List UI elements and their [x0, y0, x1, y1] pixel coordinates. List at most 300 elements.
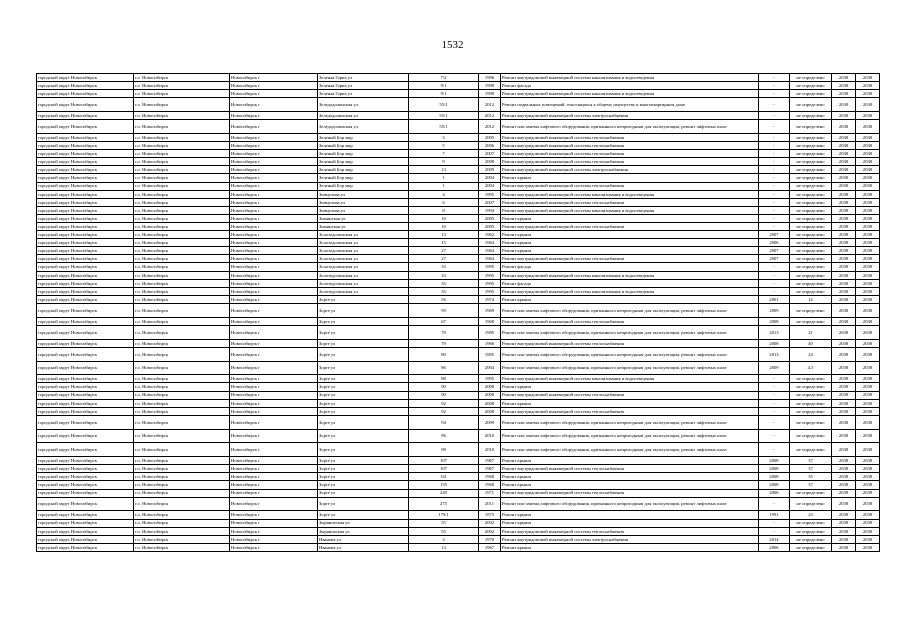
wear-cell: не определено [790, 271, 832, 279]
work-type-cell: Ремонт внутридомовой инженерной системы канализования и водоотведения [501, 190, 759, 198]
city-cell: Новосибирск г [230, 391, 318, 399]
street-cell: Зорге ул [318, 511, 409, 519]
work-type-cell: Ремонт внутридомовой инженерной системы теплоснабжения [501, 465, 759, 473]
street-cell: Зорге ул [318, 383, 409, 391]
house-number-cell: 7 [409, 150, 479, 158]
district-cell: г.о. Новосибирск [134, 287, 230, 295]
table-row [37, 391, 880, 399]
table-row [37, 120, 880, 134]
table-row [37, 255, 880, 263]
street-cell: Зеледодолинская ул [318, 120, 409, 134]
table-row [37, 339, 880, 347]
plan-start-year-cell: 2038 [832, 497, 856, 511]
municipality-cell: городской округ Новосибирск [37, 407, 134, 415]
wear-cell: не определено [790, 198, 832, 206]
work-type-cell: Ремонт или замена лифтового оборудования, признанного непригодным для эксплуатации, ремонт лифтовых шахт [501, 443, 759, 457]
table-row [37, 489, 880, 497]
build-year-cell: 2009 [479, 166, 501, 174]
street-cell: Золотодолинская ул [318, 271, 409, 279]
build-year-cell: 2010 [479, 443, 501, 457]
district-cell: г.о. Новосибирск [134, 255, 230, 263]
build-year-cell: 1971 [479, 489, 501, 497]
last-repair-year-cell: - [759, 206, 790, 214]
table-row [37, 287, 880, 295]
plan-start-year-cell: 2038 [832, 543, 856, 551]
work-type-cell: Ремонт внутридомовой инженерной системы электроснабжения [501, 112, 759, 120]
plan-end-year-cell: 2038 [856, 182, 880, 190]
last-repair-year-cell: 2008 [759, 481, 790, 489]
house-number-cell: 13 [409, 543, 479, 551]
work-type-cell: Ремонт внутридомовой инженерной системы канализования и водоотведения [501, 375, 759, 383]
city-cell: Новосибирск г [230, 279, 318, 287]
last-repair-year-cell: - [759, 391, 790, 399]
plan-start-year-cell: 2038 [832, 489, 856, 497]
street-cell: Зорге ул [318, 443, 409, 457]
wear-cell: не определено [790, 399, 832, 407]
plan-start-year-cell: 2038 [832, 511, 856, 519]
build-year-cell: 1966 [479, 339, 501, 347]
work-type-cell: Ремонт крыши [501, 231, 759, 239]
street-cell: Зорге ул [318, 391, 409, 399]
district-cell: г.о. Новосибирск [134, 239, 230, 247]
city-cell: Новосибирск г [230, 303, 318, 317]
municipality-cell: городской округ Новосибирск [37, 223, 134, 231]
city-cell: Новосибирск г [230, 473, 318, 481]
district-cell: г.о. Новосибирск [134, 120, 230, 134]
last-repair-year-cell: - [759, 150, 790, 158]
build-year-cell: 1969 [479, 303, 501, 317]
table-row [37, 82, 880, 90]
house-number-cell: 55/1 [409, 98, 479, 112]
street-cell: Зорге ул [318, 415, 409, 429]
build-year-cell: 1962 [479, 231, 501, 239]
municipality-cell: городской округ Новосибирск [37, 287, 134, 295]
table-row [37, 481, 880, 489]
work-type-cell: Ремонт крыши [501, 473, 759, 481]
city-cell: Новосибирск г [230, 182, 318, 190]
last-repair-year-cell: - [759, 158, 790, 166]
city-cell: Новосибирск г [230, 527, 318, 535]
house-number-cell: 27 [409, 255, 479, 263]
street-cell: Земнухова ул [318, 190, 409, 198]
house-number-cell: 7/2 [409, 74, 479, 82]
wear-cell: 37 [790, 481, 832, 489]
plan-start-year-cell: 2038 [832, 375, 856, 383]
work-type-cell: Ремонт крыши [501, 174, 759, 182]
last-repair-year-cell: - [759, 519, 790, 527]
wear-cell: не определено [790, 429, 832, 443]
build-year-cell: 1968 [479, 481, 501, 489]
district-cell: г.о. Новосибирск [134, 527, 230, 535]
district-cell: г.о. Новосибирск [134, 295, 230, 303]
build-year-cell: 1974 [479, 295, 501, 303]
plan-end-year-cell: 2038 [856, 443, 880, 457]
municipality-cell: городской округ Новосибирск [37, 457, 134, 465]
plan-end-year-cell: 2038 [856, 120, 880, 134]
table-row [37, 247, 880, 255]
last-repair-year-cell: - [759, 375, 790, 383]
plan-start-year-cell: 2038 [832, 399, 856, 407]
plan-start-year-cell: 2038 [832, 255, 856, 263]
district-cell: г.о. Новосибирск [134, 214, 230, 222]
city-cell: Новосибирск г [230, 465, 318, 473]
house-number-cell: 10 [409, 214, 479, 222]
last-repair-year-cell: 2008 [759, 457, 790, 465]
district-cell: г.о. Новосибирск [134, 535, 230, 543]
municipality-cell: городской округ Новосибирск [37, 497, 134, 511]
plan-end-year-cell: 2038 [856, 489, 880, 497]
house-number-cell: 35 [409, 279, 479, 287]
last-repair-year-cell: 2008 [759, 339, 790, 347]
table-row [37, 231, 880, 239]
last-repair-year-cell: 2014 [759, 535, 790, 543]
plan-end-year-cell: 2038 [856, 142, 880, 150]
plan-start-year-cell: 2038 [832, 158, 856, 166]
build-year-cell: 2005 [479, 223, 501, 231]
house-number-cell: 275 [409, 497, 479, 511]
street-cell: Зыряновская ул [318, 519, 409, 527]
last-repair-year-cell: 2013 [759, 347, 790, 361]
last-repair-year-cell: - [759, 383, 790, 391]
municipality-cell: городской округ Новосибирск [37, 429, 134, 443]
house-number-cell: 179/1 [409, 511, 479, 519]
last-repair-year-cell: - [759, 166, 790, 174]
municipality-cell: городской округ Новосибирск [37, 174, 134, 182]
municipality-cell: городской округ Новосибирск [37, 112, 134, 120]
work-type-cell: Ремонт внутридомовой инженерной системы канализования и водоотведения [501, 74, 759, 82]
work-type-cell: Ремонт или замена лифтового оборудования, признанного непригодным для эксплуатации, ремонт лифтовых шахт [501, 303, 759, 317]
plan-end-year-cell: 2038 [856, 497, 880, 511]
plan-end-year-cell: 2038 [856, 303, 880, 317]
table-row [37, 543, 880, 551]
municipality-cell: городской округ Новосибирск [37, 271, 134, 279]
table-row [37, 399, 880, 407]
plan-start-year-cell: 2038 [832, 247, 856, 255]
table-row [37, 443, 880, 457]
street-cell: Зорге ул [318, 457, 409, 465]
build-year-cell: 1998 [479, 82, 501, 90]
municipality-cell: городской округ Новосибирск [37, 317, 134, 325]
last-repair-year-cell: 2008 [759, 473, 790, 481]
work-type-cell: Ремонт крыши [501, 481, 759, 489]
table-row [37, 158, 880, 166]
work-type-cell: Ремонт внутридомовой инженерной системы теплоснабжения [501, 339, 759, 347]
house-number-cell: 92 [409, 399, 479, 407]
house-number-cell: 9/1 [409, 82, 479, 90]
plan-start-year-cell: 2038 [832, 142, 856, 150]
build-year-cell: 1995 [479, 375, 501, 383]
wear-cell: не определено [790, 303, 832, 317]
city-cell: Новосибирск г [230, 415, 318, 429]
municipality-cell: городской округ Новосибирск [37, 347, 134, 361]
city-cell: Новосибирск г [230, 223, 318, 231]
work-type-cell: Ремонт крыши [501, 247, 759, 255]
build-year-cell: 1994 [479, 206, 501, 214]
district-cell: г.о. Новосибирск [134, 190, 230, 198]
municipality-cell: городской округ Новосибирск [37, 391, 134, 399]
municipality-cell: городской округ Новосибирск [37, 399, 134, 407]
last-repair-year-cell: 2007 [759, 231, 790, 239]
work-type-cell: Ремонт крыши [501, 457, 759, 465]
last-repair-year-cell: - [759, 74, 790, 82]
table-row [37, 198, 880, 206]
table-row [37, 465, 880, 473]
last-repair-year-cell: - [759, 82, 790, 90]
street-cell: Зиминская ул [318, 214, 409, 222]
table-row [37, 303, 880, 317]
municipality-cell: городской округ Новосибирск [37, 303, 134, 317]
district-cell: г.о. Новосибирск [134, 112, 230, 120]
plan-end-year-cell: 2038 [856, 158, 880, 166]
last-repair-year-cell: - [759, 133, 790, 141]
wear-cell: не определено [790, 317, 832, 325]
table-row [37, 98, 880, 112]
plan-start-year-cell: 2038 [832, 473, 856, 481]
municipality-cell: городской округ Новосибирск [37, 120, 134, 134]
plan-end-year-cell: 2038 [856, 223, 880, 231]
build-year-cell: 1970 [479, 535, 501, 543]
city-cell: Новосибирск г [230, 271, 318, 279]
wear-cell: не определено [790, 82, 832, 90]
table-row [37, 473, 880, 481]
wear-cell: 23 [790, 511, 832, 519]
city-cell: Новосибирск г [230, 543, 318, 551]
plan-start-year-cell: 2038 [832, 303, 856, 317]
wear-cell: не определено [790, 543, 832, 551]
plan-end-year-cell: 2038 [856, 166, 880, 174]
last-repair-year-cell: 2008 [759, 465, 790, 473]
plan-end-year-cell: 2038 [856, 325, 880, 339]
plan-end-year-cell: 2038 [856, 429, 880, 443]
street-cell: Зеленая Горка ул [318, 90, 409, 98]
municipality-cell: городской округ Новосибирск [37, 182, 134, 190]
house-number-cell: 88 [409, 375, 479, 383]
wear-cell: 37 [790, 465, 832, 473]
table-row [37, 190, 880, 198]
municipality-cell: городской округ Новосибирск [37, 98, 134, 112]
plan-end-year-cell: 2038 [856, 399, 880, 407]
work-type-cell: Ремонт или замена лифтового оборудования, признанного непригодным для эксплуатации, ремонт лифтовых шахт [501, 497, 759, 511]
last-repair-year-cell: - [759, 263, 790, 271]
work-type-cell: Ремонт крыши [501, 214, 759, 222]
district-cell: г.о. Новосибирск [134, 247, 230, 255]
table-row [37, 407, 880, 415]
street-cell: Зыряновская ул [318, 527, 409, 535]
plan-end-year-cell: 2038 [856, 90, 880, 98]
plan-end-year-cell: 2038 [856, 98, 880, 112]
city-cell: Новосибирск г [230, 295, 318, 303]
last-repair-year-cell: - [759, 98, 790, 112]
municipality-cell: городской округ Новосибирск [37, 325, 134, 339]
municipality-cell: городской округ Новосибирск [37, 82, 134, 90]
plan-start-year-cell: 2038 [832, 347, 856, 361]
municipality-cell: городской округ Новосибирск [37, 198, 134, 206]
street-cell: Золотодолинская ул [318, 239, 409, 247]
table-row [37, 263, 880, 271]
district-cell: г.о. Новосибирск [134, 457, 230, 465]
plan-start-year-cell: 2038 [832, 295, 856, 303]
wear-cell: не определено [790, 497, 832, 511]
plan-end-year-cell: 2038 [856, 511, 880, 519]
plan-start-year-cell: 2038 [832, 481, 856, 489]
wear-cell: не определено [790, 90, 832, 98]
street-cell: Зорге ул [318, 465, 409, 473]
last-repair-year-cell: - [759, 174, 790, 182]
municipality-cell: городской округ Новосибирск [37, 295, 134, 303]
build-year-cell: 2002 [479, 519, 501, 527]
city-cell: Новосибирск г [230, 519, 318, 527]
plan-start-year-cell: 2038 [832, 383, 856, 391]
plan-start-year-cell: 2038 [832, 271, 856, 279]
city-cell: Новосибирск г [230, 481, 318, 489]
district-cell: г.о. Новосибирск [134, 497, 230, 511]
city-cell: Новосибирск г [230, 287, 318, 295]
street-cell: Зорге ул [318, 347, 409, 361]
city-cell: Новосибирск г [230, 347, 318, 361]
plan-start-year-cell: 2038 [832, 231, 856, 239]
plan-end-year-cell: 2038 [856, 247, 880, 255]
wear-cell: не определено [790, 263, 832, 271]
district-cell: г.о. Новосибирск [134, 375, 230, 383]
wear-cell: не определено [790, 255, 832, 263]
last-repair-year-cell: 2006 [759, 239, 790, 247]
plan-end-year-cell: 2038 [856, 206, 880, 214]
district-cell: г.о. Новосибирск [134, 481, 230, 489]
district-cell: г.о. Новосибирск [134, 407, 230, 415]
last-repair-year-cell: - [759, 223, 790, 231]
house-number-cell: 9/1 [409, 90, 479, 98]
street-cell: Зорге ул [318, 399, 409, 407]
build-year-cell: 2008 [479, 383, 501, 391]
table-row [37, 206, 880, 214]
wear-cell: 24 [790, 347, 832, 361]
house-number-cell: 98 [409, 443, 479, 457]
city-cell: Новосибирск г [230, 361, 318, 375]
last-repair-year-cell: 2007 [759, 247, 790, 255]
plan-end-year-cell: 2038 [856, 391, 880, 399]
district-cell: г.о. Новосибирск [134, 303, 230, 317]
city-cell: Новосибирск г [230, 133, 318, 141]
page-number: 1532 [441, 39, 464, 51]
house-number-cell: 8 [409, 206, 479, 214]
district-cell: г.о. Новосибирск [134, 142, 230, 150]
plan-end-year-cell: 2038 [856, 198, 880, 206]
last-repair-year-cell: 1991 [759, 511, 790, 519]
repair-schedule-table [36, 73, 880, 552]
wear-cell: не определено [790, 383, 832, 391]
house-number-cell: 59 [409, 303, 479, 317]
plan-start-year-cell: 2038 [832, 263, 856, 271]
work-type-cell: Ремонт внутридомовой инженерной системы теплоснабжения [501, 391, 759, 399]
district-cell: г.о. Новосибирск [134, 473, 230, 481]
house-number-cell: 1 [409, 174, 479, 182]
district-cell: г.о. Новосибирск [134, 74, 230, 82]
plan-end-year-cell: 2038 [856, 375, 880, 383]
build-year-cell: 2012 [479, 112, 501, 120]
municipality-cell: городской округ Новосибирск [37, 339, 134, 347]
table-row [37, 150, 880, 158]
street-cell: Зорге ул [318, 429, 409, 443]
table-body [37, 74, 880, 552]
plan-start-year-cell: 2038 [832, 206, 856, 214]
build-year-cell: 1975 [479, 511, 501, 519]
wear-cell: не определено [790, 74, 832, 82]
build-year-cell: 1967 [479, 465, 501, 473]
last-repair-year-cell: 2001 [759, 295, 790, 303]
city-cell: Новосибирск г [230, 231, 318, 239]
plan-start-year-cell: 2038 [832, 361, 856, 375]
work-type-cell: Ремонт внутридомовой инженерной системы теплоснабжения [501, 182, 759, 190]
district-cell: г.о. Новосибирск [134, 263, 230, 271]
district-cell: г.о. Новосибирск [134, 98, 230, 112]
plan-start-year-cell: 2038 [832, 287, 856, 295]
plan-start-year-cell: 2038 [832, 174, 856, 182]
last-repair-year-cell: - [759, 399, 790, 407]
table-row [37, 317, 880, 325]
house-number-cell: 27 [409, 247, 479, 255]
build-year-cell: 2002 [479, 527, 501, 535]
municipality-cell: городской округ Новосибирск [37, 214, 134, 222]
last-repair-year-cell: - [759, 279, 790, 287]
plan-start-year-cell: 2038 [832, 214, 856, 222]
plan-start-year-cell: 2038 [832, 325, 856, 339]
city-cell: Новосибирск г [230, 174, 318, 182]
plan-end-year-cell: 2038 [856, 214, 880, 222]
street-cell: Золотодолинская ул [318, 247, 409, 255]
plan-start-year-cell: 2038 [832, 133, 856, 141]
last-repair-year-cell: - [759, 142, 790, 150]
work-type-cell: Ремонт внутридомовой инженерной системы теплоснабжения [501, 142, 759, 150]
city-cell: Новосибирск г [230, 98, 318, 112]
street-cell: Зорге ул [318, 481, 409, 489]
city-cell: Новосибирск г [230, 158, 318, 166]
municipality-cell: городской округ Новосибирск [37, 383, 134, 391]
municipality-cell: городской округ Новосибирск [37, 279, 134, 287]
wear-cell: не определено [790, 489, 832, 497]
build-year-cell: 2012 [479, 120, 501, 134]
city-cell: Новосибирск г [230, 120, 318, 134]
build-year-cell: 2008 [479, 391, 501, 399]
table-row [37, 415, 880, 429]
municipality-cell: городской округ Новосибирск [37, 158, 134, 166]
plan-start-year-cell: 2038 [832, 429, 856, 443]
house-number-cell: 55/1 [409, 112, 479, 120]
build-year-cell: 1968 [479, 317, 501, 325]
plan-end-year-cell: 2038 [856, 279, 880, 287]
plan-start-year-cell: 2038 [832, 198, 856, 206]
district-cell: г.о. Новосибирск [134, 133, 230, 141]
build-year-cell: 2004 [479, 182, 501, 190]
district-cell: г.о. Новосибирск [134, 519, 230, 527]
table-row [37, 361, 880, 375]
wear-cell: не определено [790, 415, 832, 429]
last-repair-year-cell: - [759, 271, 790, 279]
municipality-cell: городской округ Новосибирск [37, 166, 134, 174]
city-cell: Новосибирск г [230, 443, 318, 457]
build-year-cell: 2004 [479, 361, 501, 375]
plan-start-year-cell: 2038 [832, 415, 856, 429]
last-repair-year-cell: - [759, 190, 790, 198]
build-year-cell: 2008 [479, 399, 501, 407]
street-cell: Зеленая Горка ул [318, 82, 409, 90]
wear-cell: не определено [790, 279, 832, 287]
district-cell: г.о. Новосибирск [134, 231, 230, 239]
street-cell: Зеленый Бор мкр [318, 182, 409, 190]
plan-end-year-cell: 2038 [856, 112, 880, 120]
city-cell: Новосибирск г [230, 535, 318, 543]
work-type-cell: Ремонт фасада [501, 279, 759, 287]
house-number-cell: 107 [409, 465, 479, 473]
